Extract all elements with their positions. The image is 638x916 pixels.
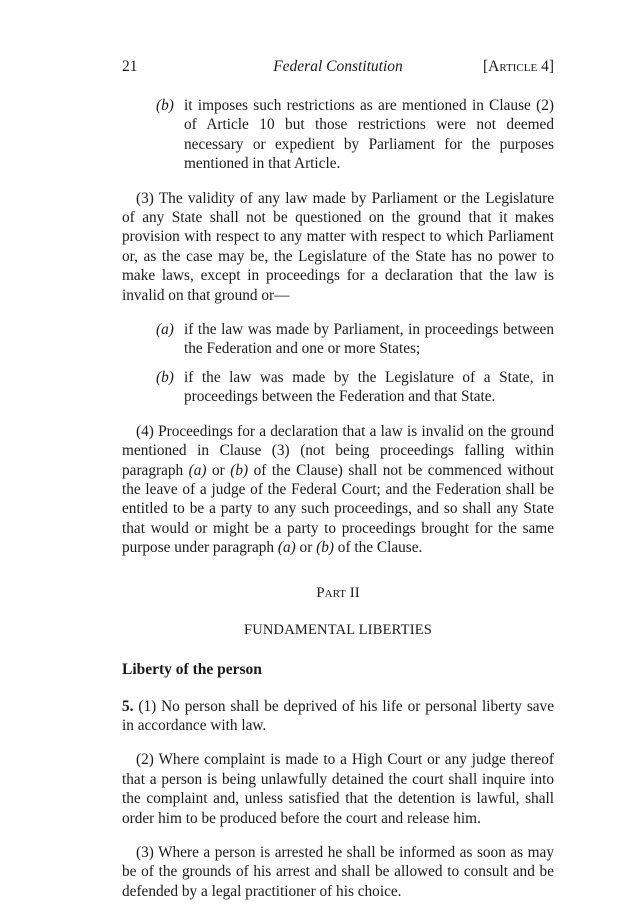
para-ref-b: (b) <box>316 539 334 557</box>
item-label: (b) <box>156 368 174 386</box>
article-5-clause-2: (2) Where complaint is made to a High Court or any judge thereof that a person is being unlawfully detained the court shall inquire into the complaint and, unless satisfied that the detention is lawful, shall order him to be produced before the court and release him. <box>122 751 554 827</box>
item-label: (b) <box>156 97 174 114</box>
section-heading: Liberty of the person <box>122 660 262 678</box>
para-ref-a: (a) <box>188 461 207 479</box>
clause-4 <box>122 422 554 558</box>
item-text: if the law was made by Parliament, in proceedings between the Federation and one or more States; <box>184 321 554 358</box>
page-number: 21 <box>122 58 138 75</box>
document-page <box>122 58 554 916</box>
item-label: (a) <box>156 321 174 339</box>
article-number: 5. <box>122 697 134 715</box>
clause-3: (3) The validity of any law made by Parliament or the Legislature of any State shall not be questioned on the ground that it makes provision with respect to any matter with respect to which Parliament or, as the case may be, the Legislature of the State has no power to make laws, except in proceedings for a declaration that the law is invalid on that ground or— <box>122 189 554 304</box>
article-5-clause-1 <box>122 697 554 736</box>
para-ref-a: (a) <box>277 539 296 557</box>
list-item-a-parliament <box>122 320 554 359</box>
clause-4-text: (4) Proceedings for a declaration that a law is invalid on the ground mentioned in Clause (3) (not being proceedings falling within paragraph <box>122 422 554 479</box>
clause-4-or: or <box>295 539 317 557</box>
para-ref-b: (b) <box>230 461 249 479</box>
clause-text: (1) No person shall be deprived of his life or personal liberty save in accordance with law. <box>122 697 554 734</box>
clause-4-or: or <box>206 461 231 479</box>
clause-4-text: of the Clause) shall not be commenced without the leave of a judge of the Federal Court; and the Federation shall be entitled to be a party to any such proceedings, and so shall any State that would or might be a party to proceedings brought for the same purpose under paragraph <box>122 461 554 557</box>
part-heading: Part II <box>316 584 360 601</box>
item-text: if the law was made by the Legislature of a State, in proceedings between the Federation and that State. <box>184 368 554 406</box>
list-item-b-restrictions <box>122 96 554 174</box>
running-header <box>122 58 554 82</box>
document-title: Federal Constitution <box>273 58 403 75</box>
list-item-b-legislature <box>122 368 554 407</box>
item-text: it imposes such restrictions as are mentioned in Clause (2) of Article 10 but those restrictions were not deemed necessary or expedient by Parliament for the purposes mentioned in that Article. <box>184 97 554 173</box>
part-subheading: FUNDAMENTAL LIBERTIES <box>243 621 433 638</box>
article-reference: [Article 4] <box>483 58 554 75</box>
clause-4-text: of the Clause. <box>333 539 423 557</box>
article-5-clause-3: (3) Where a person is arrested he shall be informed as soon as may be of the grounds of his arrest and shall be allowed to consult and be defended by a legal practitioner of his choice. <box>122 843 554 900</box>
